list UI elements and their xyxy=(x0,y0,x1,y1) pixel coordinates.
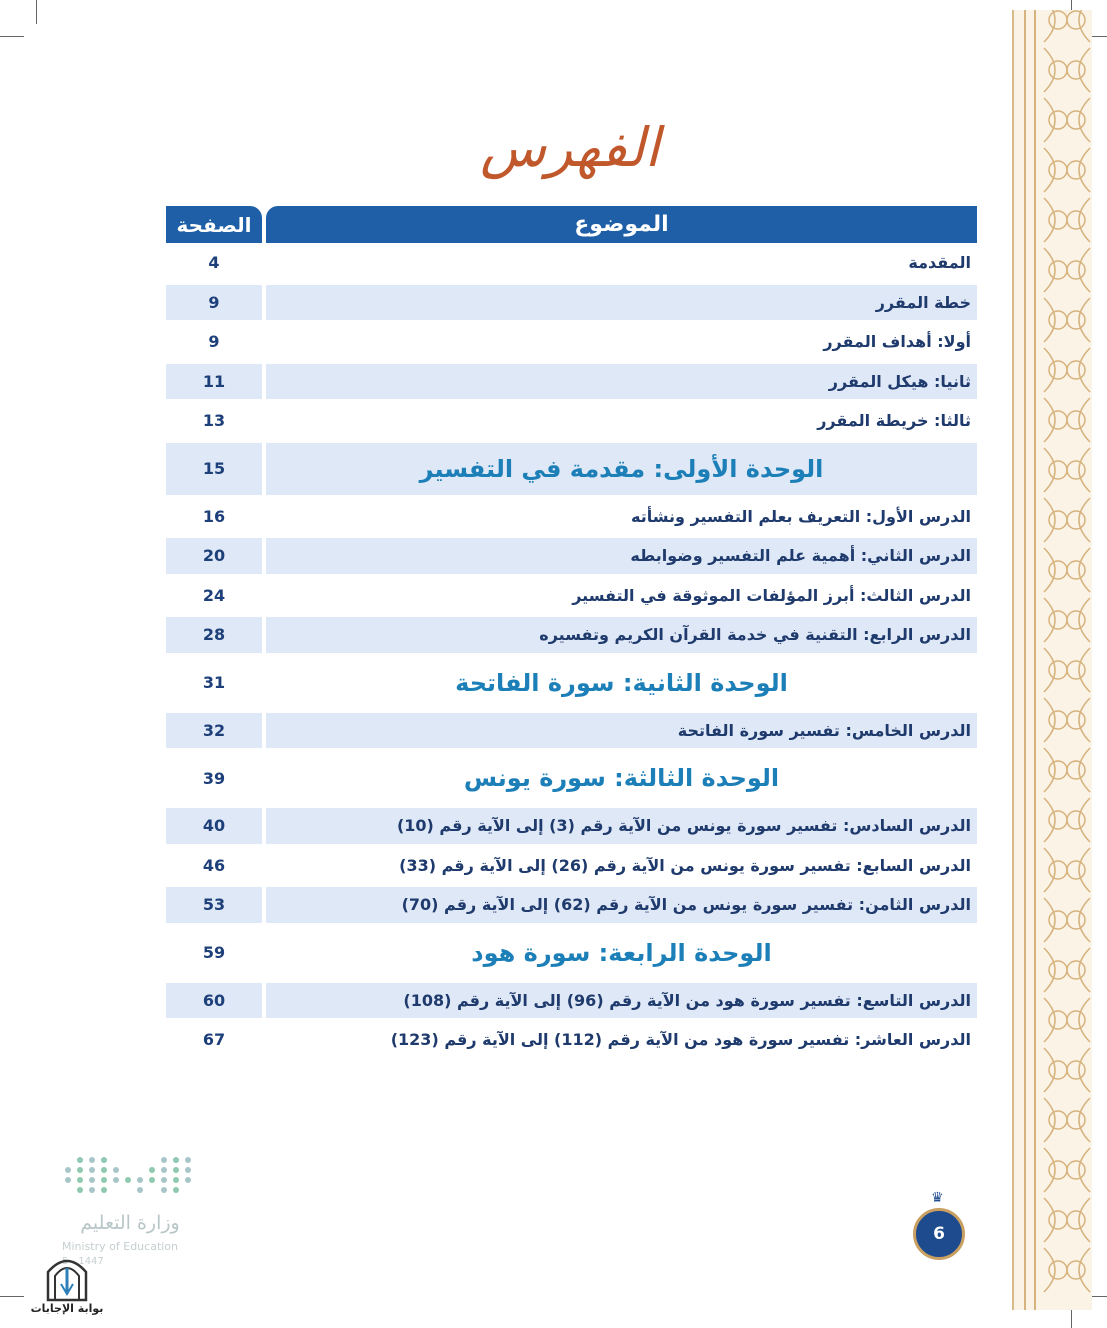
toc-row xyxy=(166,362,977,402)
ornament-loop xyxy=(1049,711,1067,729)
logo-dot xyxy=(77,1157,83,1163)
logo-dot xyxy=(185,1167,191,1173)
toc-subject: الدرس السابع: تفسير سورة يونس من الآية رقم (26) إلى الآية رقم (33) xyxy=(399,855,971,875)
toc-subject: الدرس التاسع: تفسير سورة هود من الآية رقم (96) إلى الآية رقم (108) xyxy=(266,983,977,1019)
toc-page-number: 15 xyxy=(166,443,262,495)
ministry-arabic: وزارة التعليم xyxy=(80,1212,180,1234)
toc-row xyxy=(166,885,977,925)
ornament-loop xyxy=(1067,111,1085,129)
logo-dot xyxy=(89,1177,95,1183)
ornament-loop xyxy=(1067,711,1085,729)
toc-header xyxy=(166,206,977,243)
logo-dot xyxy=(77,1167,83,1173)
ornament-loop xyxy=(1067,611,1085,629)
logo-dot xyxy=(89,1157,95,1163)
ornament-loop xyxy=(1067,661,1085,679)
toc-row xyxy=(166,615,977,655)
toc-page-number: 28 xyxy=(166,617,262,653)
watermark-logo xyxy=(28,1254,106,1320)
toc-page-number: 31 xyxy=(202,673,226,692)
ornament-loop xyxy=(1049,811,1067,829)
ornament-loop xyxy=(1067,561,1085,579)
ornament-loop xyxy=(1067,261,1085,279)
toc-page-number: 59 xyxy=(202,943,226,962)
crown-icon: ♛ xyxy=(931,1190,944,1206)
ornament-loop xyxy=(1067,1111,1085,1129)
toc-subject: الدرس الثامن: تفسير سورة يونس من الآية رقم (62) إلى الآية رقم (70) xyxy=(266,887,977,923)
toc-unit-row xyxy=(166,750,977,806)
logo-dot xyxy=(185,1157,191,1163)
ornament-loop xyxy=(1049,611,1067,629)
toc-subject: الدرس الثاني: أهمية علم التفسير وضوابطه xyxy=(266,538,977,574)
logo-dot xyxy=(101,1167,107,1173)
logo-dot xyxy=(113,1167,119,1173)
logo-dot xyxy=(173,1167,179,1173)
toc-page-number: 60 xyxy=(166,983,262,1019)
ornament-loop xyxy=(1049,1011,1067,1029)
toc-subject: الدرس الرابع: التقنية في خدمة القرآن الكريم وتفسيره xyxy=(266,617,977,653)
ornament-loop xyxy=(1067,11,1085,29)
toc-page-number: 9 xyxy=(208,332,220,352)
toc-page-number: 39 xyxy=(202,768,226,788)
toc-row xyxy=(166,283,977,323)
logo-dot xyxy=(137,1177,143,1183)
ornament-loop xyxy=(1049,1161,1067,1179)
toc-unit-title: الوحدة الرابعة: سورة هود xyxy=(471,938,772,967)
page-title-text: الفهرس xyxy=(480,116,660,179)
ornament-loop xyxy=(1067,861,1085,879)
logo-dot xyxy=(77,1187,83,1193)
ornament-loop xyxy=(1049,1111,1067,1129)
logo-dot xyxy=(149,1167,155,1173)
toc-row xyxy=(166,981,977,1021)
logo-dot xyxy=(161,1157,167,1163)
ornament-loop xyxy=(1049,61,1067,79)
crop-mark xyxy=(0,1296,24,1297)
ornamental-border xyxy=(1012,10,1092,1310)
toc-unit-row xyxy=(166,925,977,981)
toc-unit-title: الوحدة الثانية: سورة الفاتحة xyxy=(455,668,788,697)
toc-page-number: 4 xyxy=(208,253,220,273)
ornament-loop xyxy=(1049,1061,1067,1079)
ornament-loop xyxy=(1049,961,1067,979)
ornament-loop xyxy=(1049,1261,1067,1279)
logo-dot xyxy=(89,1187,95,1193)
toc-row xyxy=(166,322,977,362)
ornament-loop xyxy=(1067,211,1085,229)
logo-dot xyxy=(101,1177,107,1183)
toc-subject: ثالثا: خريطة المقرر xyxy=(817,411,971,431)
header-page: الصفحة xyxy=(166,206,262,243)
toc-subject: الدرس الأول: التعريف بعلم التفسير ونشأته xyxy=(631,506,971,526)
toc-page-number: 53 xyxy=(166,887,262,923)
logo-dot xyxy=(173,1177,179,1183)
ornament-loop xyxy=(1067,511,1085,529)
toc-subject: الدرس الخامس: تفسير سورة الفاتحة xyxy=(266,713,977,749)
ornament-loop xyxy=(1067,811,1085,829)
ministry-year: 5 - 1447 xyxy=(62,1256,104,1267)
logo-dot xyxy=(77,1177,83,1183)
page-number: 6 xyxy=(913,1208,965,1260)
ornament-loop xyxy=(1049,761,1067,779)
toc-unit-row xyxy=(166,655,977,711)
ornament-pattern xyxy=(1014,10,1092,1310)
toc-row xyxy=(166,711,977,751)
logo-dot xyxy=(149,1177,155,1183)
toc-row xyxy=(166,576,977,616)
logo-dot xyxy=(113,1177,119,1183)
toc-page-number: 40 xyxy=(166,808,262,844)
toc-unit-title: الوحدة الأولى: مقدمة في التفسير xyxy=(266,443,977,495)
toc-row xyxy=(166,401,977,441)
table-of-contents xyxy=(166,206,977,1060)
ornament-loop xyxy=(1067,1211,1085,1229)
logo-dot xyxy=(161,1167,167,1173)
ornament-loop xyxy=(1067,361,1085,379)
toc-subject: ثانيا: هيكل المقرر xyxy=(266,364,977,400)
logo-dot xyxy=(161,1177,167,1183)
toc-row xyxy=(166,243,977,283)
ministry-english: Ministry of Education xyxy=(62,1240,179,1253)
logo-dot xyxy=(173,1187,179,1193)
ornament-loop xyxy=(1049,911,1067,929)
page-title xyxy=(470,100,670,195)
ornament-loop xyxy=(1049,411,1067,429)
toc-page-number: 20 xyxy=(166,538,262,574)
toc-row xyxy=(166,536,977,576)
toc-page-number: 16 xyxy=(202,506,226,526)
ornament-loop xyxy=(1049,511,1067,529)
toc-page-number: 13 xyxy=(202,411,226,431)
toc-subject: أولا: أهداف المقرر xyxy=(823,332,971,352)
ornament-loop xyxy=(1049,11,1067,29)
toc-page-number: 24 xyxy=(202,585,226,605)
header-subject: الموضوع xyxy=(266,206,977,243)
crop-mark xyxy=(0,36,24,37)
toc-row xyxy=(166,846,977,886)
ornament-loop xyxy=(1049,461,1067,479)
toc-subject: الدرس العاشر: تفسير سورة هود من الآية رقم (112) إلى الآية رقم (123) xyxy=(390,1030,971,1050)
logo-dot xyxy=(89,1167,95,1173)
toc-row xyxy=(166,806,977,846)
ornament-loop xyxy=(1067,961,1085,979)
logo-dot xyxy=(161,1187,167,1193)
ornament-loop xyxy=(1067,1011,1085,1029)
ornament-loop xyxy=(1049,111,1067,129)
toc-subject: الدرس الثالث: أبرز المؤلفات الموثوقة في التفسير xyxy=(572,585,971,605)
ornament-loop xyxy=(1049,361,1067,379)
toc-unit-row xyxy=(166,441,977,497)
logo-dot xyxy=(125,1177,131,1183)
toc-page-number: 32 xyxy=(166,713,262,749)
ornament-loop xyxy=(1067,1061,1085,1079)
toc-rows xyxy=(166,243,977,1060)
logo-dot xyxy=(101,1157,107,1163)
ministry-dots-icon xyxy=(62,1154,198,1204)
ornament-loop xyxy=(1049,561,1067,579)
gate-icon xyxy=(28,1254,106,1302)
ornament-loop xyxy=(1049,861,1067,879)
ornament-loop xyxy=(1049,161,1067,179)
toc-row xyxy=(166,1020,977,1060)
ornament-loop xyxy=(1049,211,1067,229)
ornament-loop xyxy=(1067,761,1085,779)
toc-subject: الدرس السادس: تفسير سورة يونس من الآية رقم (3) إلى الآية رقم (10) xyxy=(266,808,977,844)
logo-dot xyxy=(137,1187,143,1193)
ornament-loop xyxy=(1067,161,1085,179)
logo-dot xyxy=(101,1187,107,1193)
toc-subject: خطة المقرر xyxy=(266,285,977,321)
ornament-loop xyxy=(1067,411,1085,429)
toc-row xyxy=(166,497,977,537)
toc-subject: المقدمة xyxy=(908,253,971,273)
crop-mark xyxy=(36,0,37,24)
watermark-text: بوابة الإجابات xyxy=(30,1302,104,1315)
logo-dot xyxy=(65,1167,71,1173)
toc-page-number: 46 xyxy=(202,855,226,875)
ornament-loop xyxy=(1067,61,1085,79)
toc-page-number: 9 xyxy=(166,285,262,321)
ornament-loop xyxy=(1067,1261,1085,1279)
logo-dot xyxy=(65,1177,71,1183)
logo-dot xyxy=(173,1157,179,1163)
ornament-loop xyxy=(1049,1211,1067,1229)
ornament-loop xyxy=(1067,311,1085,329)
ornament-loop xyxy=(1067,1161,1085,1179)
ornament-loop xyxy=(1067,911,1085,929)
toc-page-number: 67 xyxy=(202,1030,226,1050)
ornament-loop xyxy=(1049,261,1067,279)
toc-unit-title: الوحدة الثالثة: سورة يونس xyxy=(463,764,780,792)
logo-dot xyxy=(185,1177,191,1183)
ornament-loop xyxy=(1049,661,1067,679)
ornament-loop xyxy=(1049,311,1067,329)
ornament-loop xyxy=(1067,461,1085,479)
toc-page-number: 11 xyxy=(166,364,262,400)
